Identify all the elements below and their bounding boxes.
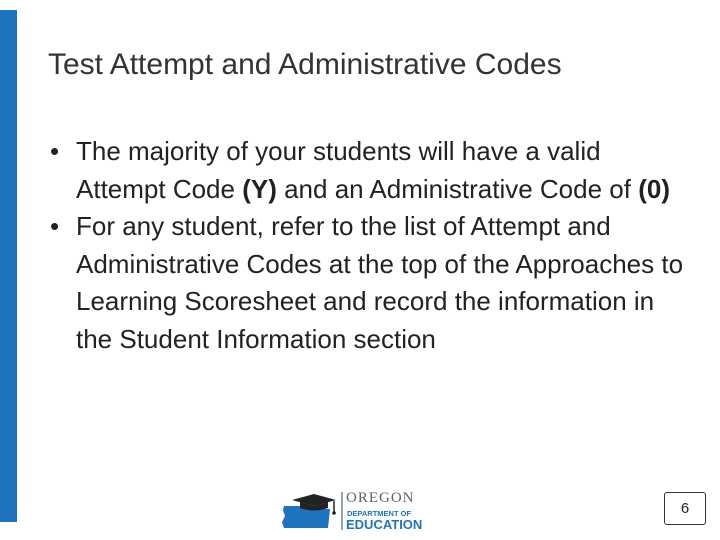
graduation-cap-oregon-icon [278, 492, 338, 530]
bullet-dot: • [50, 136, 60, 166]
bullet-text: The majority of your students will have a valid Attempt Code [76, 136, 601, 204]
bullet-text: For any student, refer to the list of Attempt and Administrative Codes at the top of the Approaches to Learning Scoresheet and record the information in the Student Information section [76, 211, 684, 354]
logo-education-text: EDUCATION [346, 517, 423, 532]
oregon-education-logo [278, 488, 428, 534]
bullet-list [48, 133, 688, 358]
logo-department-text: DEPARTMENT OF [347, 509, 412, 518]
accent-bar [0, 10, 17, 522]
page-number: 6 [664, 492, 706, 525]
logo-divider [341, 492, 343, 530]
bullet-text: and an Administrative Code of [276, 173, 639, 204]
bullet-item [48, 133, 688, 208]
bullet-item [48, 208, 688, 358]
logo-oregon-text: OREGON [346, 490, 415, 506]
administrative-code-value: (0) [638, 173, 670, 204]
attempt-code-value: (Y) [242, 173, 277, 204]
bullet-dot: • [50, 211, 60, 241]
slide-title: Test Attempt and Administrative Codes [48, 48, 562, 81]
